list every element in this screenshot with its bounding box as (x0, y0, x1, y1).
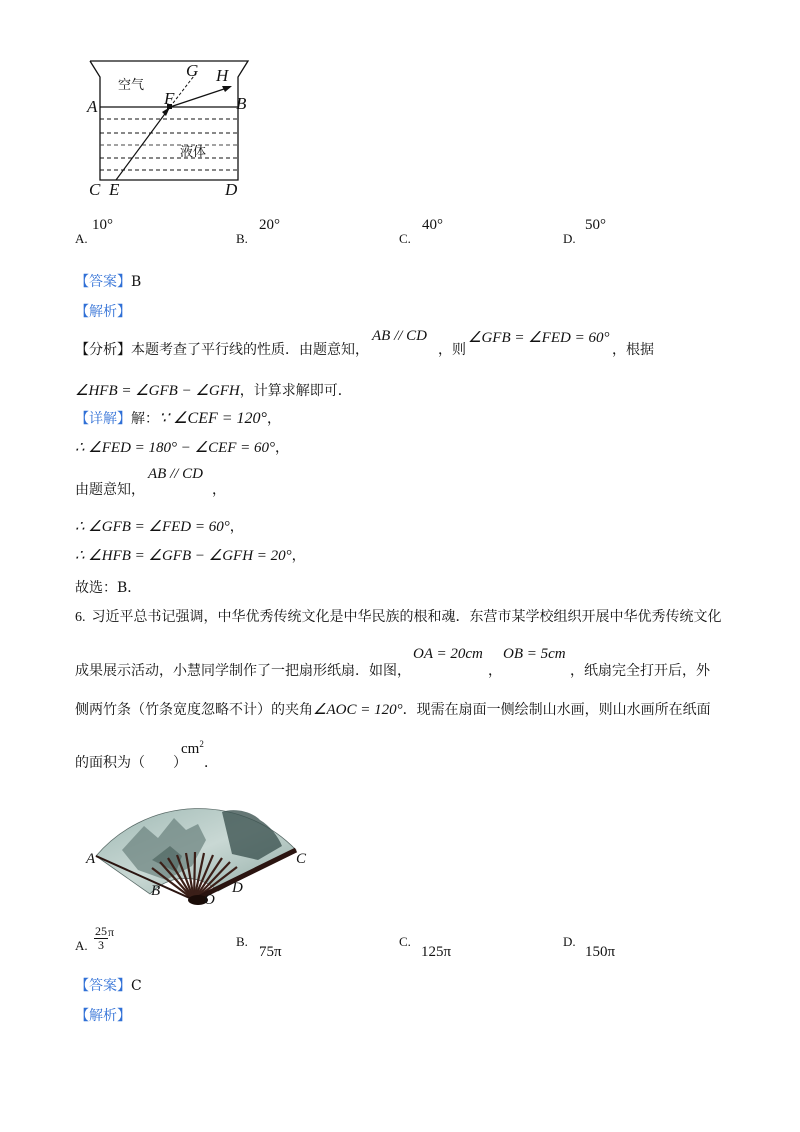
detail-line3-math: AB // CD (148, 466, 203, 482)
fenxi-text2: ，则 (438, 342, 466, 358)
point-a-label: A (87, 97, 98, 116)
q6-option-a-value (94, 925, 114, 952)
refraction-figure (80, 55, 260, 200)
q6-line2-text: 成果展示活动，小慧同学制作了一把扇形纸扇．如图， (75, 663, 411, 679)
fraction-numerator: 25 (95, 924, 107, 938)
q5-option-b-letter: B. (236, 231, 248, 246)
q6-line4-text: 的面积为（ ） (75, 755, 187, 771)
answer-tag: 【答案】 (75, 978, 131, 994)
detail-line1-end: ， (266, 411, 281, 427)
q5-option-b-value: 20° (259, 217, 280, 233)
fenxi-text3: ，根据 (612, 342, 654, 358)
q5-fenxi-line1 (75, 339, 369, 359)
q6-line1-text: 习近平总书记强调，中华优秀传统文化是中华民族的根和魂．东营市某学校组织开展中华优秀传统文化 (91, 609, 722, 625)
detail-line4-end: ， (229, 519, 244, 535)
answer-value: B (131, 274, 142, 290)
q6-option-d-letter: D. (563, 934, 576, 949)
q6-line2-math1: OA = 20cm (413, 646, 483, 662)
fenxi-text4: ，计算求解即可． (239, 383, 352, 399)
answer-value: C (131, 978, 142, 994)
q5-detail-line4 (75, 516, 244, 536)
fenxi-math1: AB // CD (372, 328, 427, 344)
point-f-label: F (164, 89, 175, 108)
point-h-label: H (216, 66, 229, 85)
unit-sup: 2 (199, 739, 204, 749)
detail-line1-math: ∵ ∠CEF = 120° (159, 410, 267, 427)
q5-option-a-letter: A. (75, 231, 88, 246)
answer-tag: 【答案】 (75, 274, 131, 290)
q6-analysis-tag: 【解析】 (75, 1008, 131, 1024)
q6-line3 (75, 699, 711, 719)
fan-point-d-label: D (232, 880, 243, 896)
q6-line4-end: ． (204, 755, 218, 771)
q6-option-c-letter: C. (399, 934, 411, 949)
q6-answer (75, 975, 142, 995)
q6-option-b-letter: B. (236, 934, 248, 949)
q5-detail-line6: 故选：B． (75, 580, 142, 596)
fenxi-text1: 本题考查了平行线的性质．由题意知， (131, 342, 369, 358)
fan-point-c-label: C (296, 851, 307, 867)
detail-line5-end: ， (291, 548, 306, 564)
fraction-denominator: 3 (98, 938, 104, 952)
fan-point-a-label: A (86, 851, 96, 867)
q6-line3-text: 侧两竹条（竹条宽度忽略不计）的夹角 (75, 702, 313, 718)
q5-analysis-tag: 【解析】 (75, 304, 131, 320)
liquid-label: 液体 (180, 145, 207, 160)
q5-option-d-letter: D. (563, 231, 576, 246)
q5-option-c-value: 40° (422, 217, 443, 233)
detail-tag: 【详解】 (75, 411, 131, 427)
detail-line1-text: 解： (131, 411, 159, 427)
q6-option-b-value: 75π (259, 944, 282, 960)
q5-detail-line5 (75, 545, 306, 565)
q5-fenxi-line2 (75, 380, 352, 400)
detail-line5-math: ∴ ∠HFB = ∠GFB − ∠GFH = 20° (75, 548, 292, 564)
q6-option-a-letter: A. (75, 938, 88, 953)
q5-option-c-letter: C. (399, 231, 411, 246)
detail-line3-end: ， (212, 482, 226, 498)
pi-symbol: π (108, 925, 115, 939)
q6-line2-sep: ， (488, 663, 502, 679)
q6-line2-math2: OB = 5cm (503, 646, 566, 662)
q6-number: 6. (75, 610, 86, 625)
point-g-label: G (186, 61, 199, 80)
fraction (94, 925, 108, 952)
point-b-label: B (236, 94, 247, 113)
q5-detail-line2 (75, 437, 289, 457)
unit-cm: cm (181, 741, 200, 757)
point-d-label: D (225, 180, 238, 199)
point-e-label: E (109, 180, 120, 199)
detail-line3-text: 由题意知， (75, 482, 145, 498)
q5-option-d-value: 50° (585, 217, 606, 233)
q6-option-c-value: 125π (421, 944, 452, 960)
q5-option-a-value: 10° (92, 217, 113, 233)
detail-line2-math: ∴ ∠FED = 180° − ∠CEF = 60° (75, 440, 276, 456)
q6-line3-math: ∠AOC = 120° (313, 702, 403, 718)
q6-option-d-value: 150π (585, 944, 616, 960)
q5-detail-line1 (75, 408, 281, 428)
q6-line4-unit (181, 739, 204, 758)
fan-point-b-label: B (151, 883, 161, 899)
fan-figure (82, 790, 322, 915)
fenxi-tag: 【分析】 (75, 342, 131, 358)
fenxi-math2: ∠GFB = ∠FED = 60° (468, 330, 610, 346)
q5-answer (75, 271, 141, 291)
detail-line2-end: ， (275, 440, 290, 456)
fan-point-o-label: O (204, 892, 215, 908)
q6-line2-end: ，纸扇完全打开后，外 (570, 663, 710, 679)
q6-line3-end: ．现需在扇面一侧绘制山水画，则山水画所在纸面 (402, 702, 711, 718)
fenxi-math3: ∠HFB = ∠GFB − ∠GFH (75, 383, 240, 399)
q6-line1 (75, 606, 722, 626)
point-c-label: C (89, 180, 101, 199)
air-label: 空气 (118, 78, 145, 93)
detail-line4-math: ∴ ∠GFB = ∠FED = 60° (75, 519, 230, 535)
